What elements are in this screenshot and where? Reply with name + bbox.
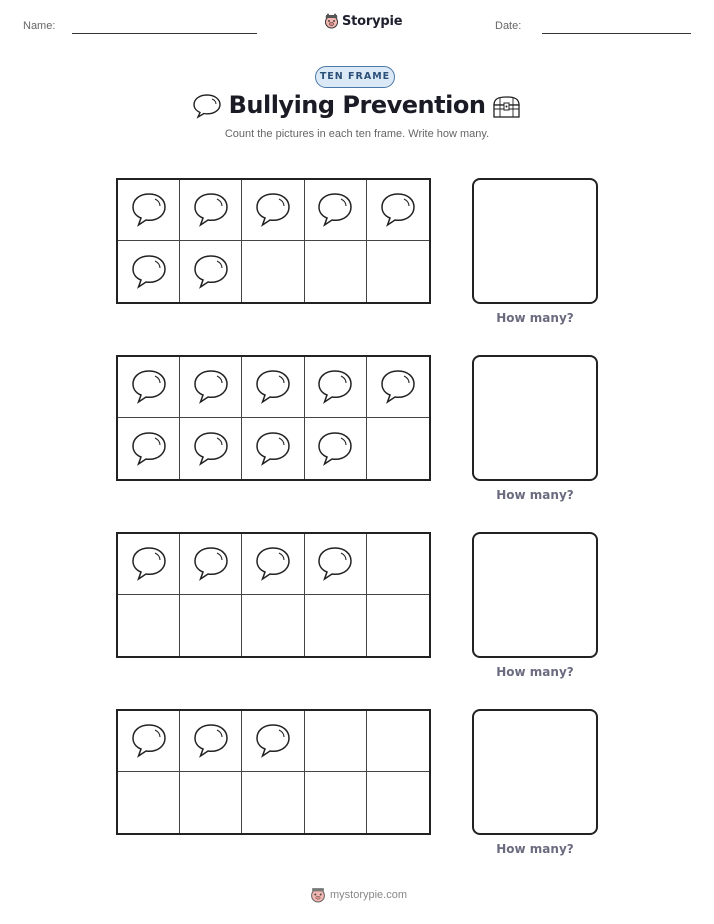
- ten-frame-cell: [367, 180, 429, 241]
- ten-frame-cell: [118, 772, 180, 833]
- ten-frame-cell: [118, 180, 180, 241]
- speech-bubble-icon: [129, 368, 169, 406]
- how-many-label: How many?: [496, 665, 574, 679]
- footer-url: mystorypie.com: [330, 888, 408, 901]
- ten-frame-cell: [367, 595, 429, 656]
- ten-frame-cell: [180, 241, 242, 302]
- ten-frame: [116, 709, 431, 835]
- speech-bubble-icon: [315, 430, 355, 468]
- speech-bubble-icon: [129, 722, 169, 760]
- treasure-chest-icon: [492, 95, 521, 119]
- ten-frame-cell: [242, 357, 304, 418]
- speech-bubble-icon: [191, 191, 231, 229]
- name-line[interactable]: [72, 33, 257, 34]
- ten-frame-badge: TEN FRAME: [315, 66, 395, 88]
- footer: [310, 886, 407, 903]
- answer-box[interactable]: [472, 355, 598, 481]
- ten-frame-cell: [305, 241, 367, 302]
- ten-frame-cell: [242, 418, 304, 479]
- ten-frame-cell: [305, 180, 367, 241]
- speech-bubble-icon: [191, 722, 231, 760]
- speech-bubble-icon: [253, 191, 293, 229]
- pig-mascot-icon: [310, 886, 326, 903]
- speech-bubble-icon: [253, 368, 293, 406]
- ten-frame-cell: [118, 418, 180, 479]
- ten-frame-cell: [242, 534, 304, 595]
- ten-frame-cell: [367, 711, 429, 772]
- ten-frame-cell: [242, 180, 304, 241]
- ten-frame-cell: [118, 357, 180, 418]
- speech-bubble-icon: [129, 430, 169, 468]
- speech-bubble-icon: [191, 430, 231, 468]
- ten-frame-cell: [180, 418, 242, 479]
- speech-bubble-icon: [253, 430, 293, 468]
- ten-frame-cell: [118, 534, 180, 595]
- how-many-label: How many?: [496, 311, 574, 325]
- ten-frame: [116, 355, 431, 481]
- answer-box[interactable]: [472, 532, 598, 658]
- ten-frame-cell: [305, 595, 367, 656]
- ten-frame-cell: [180, 534, 242, 595]
- ten-frame-cell: [242, 241, 304, 302]
- worksheet-title: Bullying Prevention: [228, 91, 486, 119]
- speech-bubble-icon: [129, 253, 169, 291]
- ten-frame-cell: [180, 357, 242, 418]
- speech-bubble-icon: [253, 545, 293, 583]
- ten-frame-cell: [118, 595, 180, 656]
- ten-frame-cell: [367, 418, 429, 479]
- ten-frame-cell: [180, 711, 242, 772]
- speech-bubble-icon: [191, 368, 231, 406]
- ten-frame-cell: [118, 711, 180, 772]
- ten-frame: [116, 532, 431, 658]
- name-label: Name:: [23, 20, 56, 32]
- speech-bubble-icon: [191, 545, 231, 583]
- ten-frame-cell: [305, 357, 367, 418]
- ten-frame-cell: [305, 418, 367, 479]
- speech-bubble-icon: [191, 253, 231, 291]
- ten-frame-cell: [367, 772, 429, 833]
- ten-frame-cell: [242, 595, 304, 656]
- ten-frame-cell: [118, 241, 180, 302]
- ten-frame-cell: [180, 772, 242, 833]
- ten-frame-cell: [305, 534, 367, 595]
- speech-bubble-icon: [129, 191, 169, 229]
- ten-frame-cell: [367, 357, 429, 418]
- date-line[interactable]: [542, 33, 691, 34]
- speech-bubble-icon: [315, 191, 355, 229]
- instructions: Count the pictures in each ten frame. Write how many.: [224, 128, 490, 140]
- speech-bubble-icon: [315, 545, 355, 583]
- answer-box[interactable]: [472, 709, 598, 835]
- ten-frame-cell: [367, 241, 429, 302]
- ten-frame-cell: [242, 772, 304, 833]
- how-many-label: How many?: [496, 488, 574, 502]
- brand-logo: [324, 13, 402, 29]
- speech-bubble-icon: [315, 368, 355, 406]
- date-label: Date:: [495, 20, 522, 32]
- ten-frame-cell: [180, 180, 242, 241]
- brand-name: Storypie: [342, 13, 403, 29]
- speech-bubble-icon: [378, 191, 418, 229]
- ten-frame-cell: [305, 772, 367, 833]
- how-many-label: How many?: [496, 842, 574, 856]
- speech-bubble-icon: [378, 368, 418, 406]
- ten-frame: [116, 178, 431, 304]
- ten-frame-cell: [242, 711, 304, 772]
- ten-frame-cell: [305, 711, 367, 772]
- pig-mascot-icon: [324, 13, 339, 29]
- ten-frame-cell: [367, 534, 429, 595]
- speech-bubble-icon: [129, 545, 169, 583]
- answer-box[interactable]: [472, 178, 598, 304]
- ten-frame-cell: [180, 595, 242, 656]
- speech-bubble-icon: [253, 722, 293, 760]
